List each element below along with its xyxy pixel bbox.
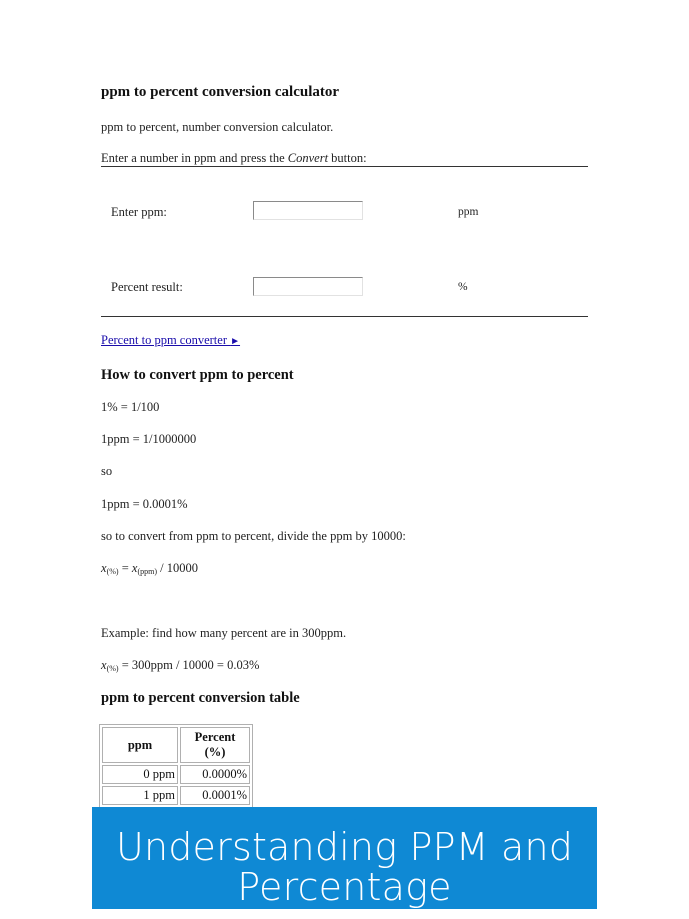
howto-line-1: 1% = 1/100 (101, 400, 160, 414)
example-var: x (101, 658, 107, 672)
howto-heading: How to convert ppm to percent (101, 367, 294, 383)
ppm-label: Enter ppm: (111, 205, 167, 219)
howto-line-3: so (101, 464, 113, 478)
ppm-input[interactable] (253, 201, 363, 220)
conversion-formula (101, 561, 198, 576)
percent-unit: % (458, 281, 468, 293)
banner-line-1: Understanding PPM and (115, 825, 574, 869)
howto-line-4: 1ppm = 0.0001% (101, 497, 188, 511)
example-text: Example: find how many percent are in 300ppm. (101, 626, 347, 640)
calculator-instruction (101, 151, 367, 166)
instruction-text-end: button: (328, 151, 367, 165)
calculator-intro: ppm to percent, number conversion calculator. (101, 120, 334, 134)
cell-ppm: 0 ppm (102, 765, 178, 784)
col-header-ppm: ppm (102, 727, 178, 763)
col-header-percent-line2: (%) (204, 745, 226, 759)
formula-tail: / 10000 (157, 561, 198, 575)
title-banner (92, 807, 597, 909)
formula-var-right: x (131, 561, 138, 575)
table-heading: ppm to percent conversion table (101, 690, 300, 706)
instruction-convert-word: Convert (287, 151, 329, 165)
calculator-title: ppm to percent conversion calculator (101, 84, 340, 100)
cell-ppm: 1 ppm (102, 786, 178, 805)
col-header-percent-line1: Percent (194, 730, 236, 744)
formula-sub-percent: (%) (106, 567, 119, 576)
howto-line-2: 1ppm = 1/1000000 (101, 432, 197, 446)
example-tail: = 300ppm / 10000 = 0.03% (118, 658, 260, 672)
instruction-text-start: Enter a number in ppm and press the (101, 151, 288, 165)
form-bottom-divider (101, 316, 588, 317)
table-row (102, 786, 250, 805)
form-top-divider (101, 166, 588, 167)
link-label: Percent to ppm converter (101, 333, 227, 347)
formula-equals: = (118, 561, 132, 575)
col-header-percent (180, 727, 250, 763)
conversion-table (99, 724, 253, 808)
percent-to-ppm-link[interactable] (101, 333, 240, 348)
percent-result-field[interactable] (253, 277, 363, 296)
formula-var-left: x (101, 561, 107, 575)
example-formula (101, 658, 259, 673)
ppm-unit: ppm (458, 206, 479, 218)
formula-sub-ppm: (ppm) (137, 567, 157, 576)
cell-percent: 0.0001% (180, 786, 250, 805)
table-header-row (102, 727, 250, 763)
result-label: Percent result: (111, 280, 183, 294)
howto-line-5: so to convert from ppm to percent, divide the ppm by 10000: (101, 529, 406, 543)
example-sub-percent: (%) (106, 664, 119, 673)
table-row (102, 765, 250, 784)
banner-line-2: Percentage (237, 865, 452, 909)
play-arrow-icon: ► (230, 336, 241, 347)
cell-percent: 0.0000% (180, 765, 250, 784)
